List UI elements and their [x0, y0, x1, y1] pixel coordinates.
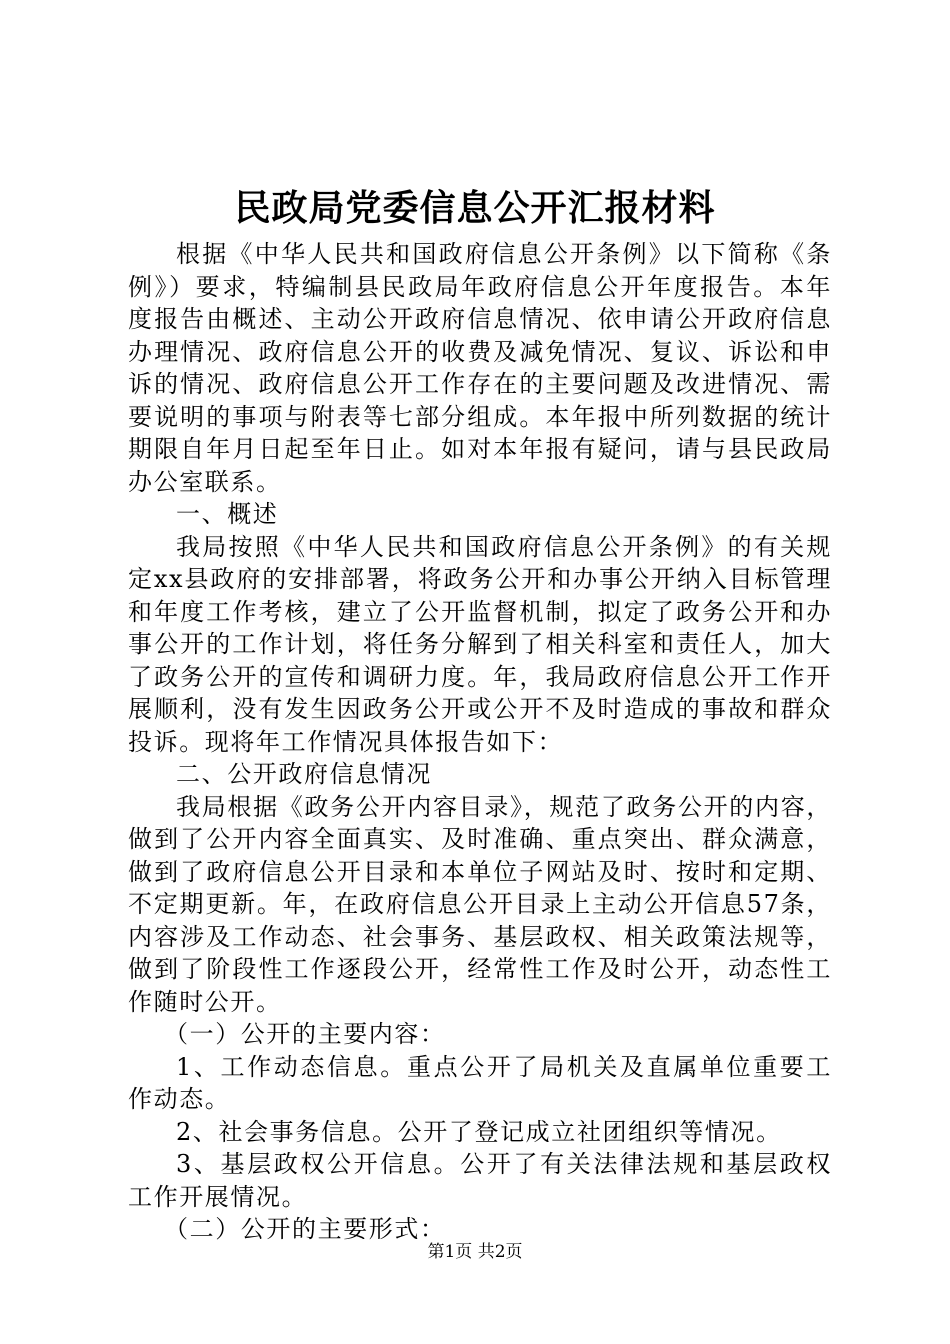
section-heading-disclosure: 二、公开政府信息情况 [176, 760, 432, 788]
document-title: 民政局党委信息公开汇报材料 [234, 187, 716, 229]
list-item-work-news: 1、工作动态信息。重点公开了局机关及直属单位重要工作动态。 [128, 1052, 832, 1113]
document-body [128, 238, 832, 1246]
list-item-grassroots: 3、基层政权公开信息。公开了有关法律法规和基层政权工作开展情况。 [128, 1150, 832, 1211]
overview-paragraph: 我局按照《中华人民共和国政府信息公开条例》的有关规定xx县政府的安排部署，将政务公开和办事公开纳入目标管理和年度工作考核，建立了公开监督机制，拟定了政务公开和办事公开的工作计划，将任务分解到了相关科室和责任人，加大了政务公开的宣传和调研力度。年，我局政府信息公开工作开展顺利，没有发生因政务公开或公开不及时造成的事故和群众投诉。现将年工作情况具体报告如下： [128, 532, 832, 756]
page-number-footer: 第1页 共2页 [427, 1242, 523, 1262]
list-item-social-affairs: 2、社会事务信息。公开了登记成立社团组织等情况。 [176, 1117, 782, 1146]
disclosure-paragraph: 我局根据《政务公开内容目录》，规范了政务公开的内容，做到了公开内容全面真实、及时准确、重点突出、群众满意，做到了政府信息公开目录和本单位子网站及时、按时和定期、不定期更新。年，在政府信息公开目录上主动公开信息57条，内容涉及工作动态、社会事务、基层政权、相关政策法规等，做到了阶段性工作逐段公开，经常性工作及时公开，动态性工作随时公开。 [128, 792, 832, 1016]
intro-paragraph: 根据《中华人民共和国政府信息公开条例》以下简称《条例》）要求，特编制县民政局年政府信息公开年度报告。本年度报告由概述、主动公开政府信息情况、依申请公开政府信息办理情况、政府信息公开的收费及减免情况、复议、诉讼和申诉的情况、政府信息公开工作存在的主要问题及改进情况、需要说明的事项与附表等七部分组成。本年报中所列数据的统计期限自年月日起至年日止。如对本年报有疑问，请与县民政局办公室联系。 [128, 240, 832, 496]
subsection-heading-forms: （二）公开的主要形式： [164, 1215, 446, 1243]
subsection-heading-content: （一）公开的主要内容： [164, 1020, 446, 1048]
section-heading-overview: 一、概述 [176, 500, 279, 528]
